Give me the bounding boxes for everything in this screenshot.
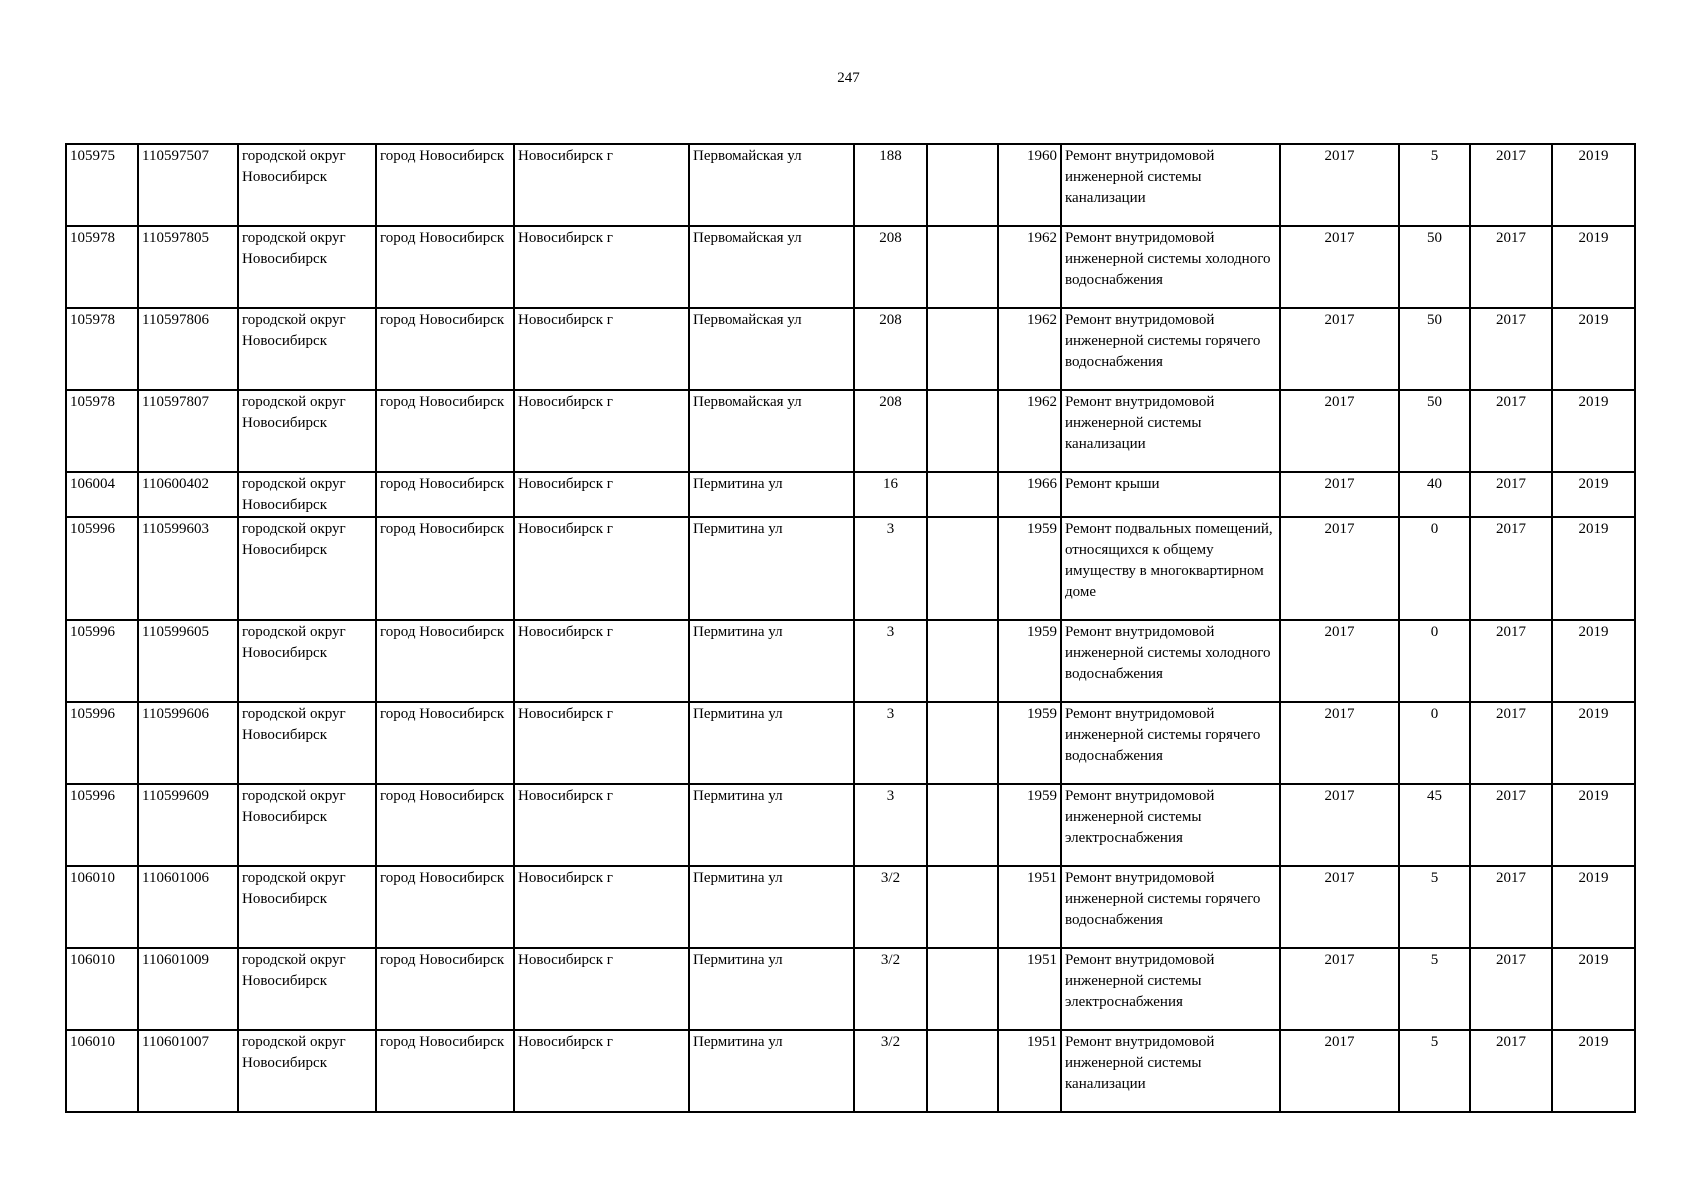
building-cell [927, 784, 998, 866]
work-code-cell: 110597507 [138, 144, 238, 226]
work-code-cell: 110597806 [138, 308, 238, 390]
plan-year-cell: 2017 [1280, 472, 1399, 517]
end-year-cell: 2019 [1552, 390, 1635, 472]
work-code-cell: 110599603 [138, 517, 238, 620]
district-cell: городской округ Новосибирск [238, 866, 376, 948]
work-code-cell: 110599609 [138, 784, 238, 866]
wear-percent-cell: 5 [1399, 948, 1470, 1030]
house-number-cell: 208 [854, 390, 927, 472]
house-number-cell: 3/2 [854, 866, 927, 948]
work-type-cell: Ремонт крыши [1061, 472, 1280, 517]
end-year-cell: 2019 [1552, 226, 1635, 308]
street-cell: Пермитина ул [689, 702, 854, 784]
street-cell: Пермитина ул [689, 1030, 854, 1112]
table-row [66, 620, 1635, 702]
district-cell: городской округ Новосибирск [238, 390, 376, 472]
construction-year-cell: 1962 [998, 308, 1061, 390]
work-type-cell: Ремонт внутридомовой инженерной системы канализации [1061, 144, 1280, 226]
house-number-cell: 3/2 [854, 948, 927, 1030]
settlement-cell: город Новосибирск [376, 308, 514, 390]
work-type-cell: Ремонт внутридомовой инженерной системы горячего водоснабжения [1061, 308, 1280, 390]
settlement-cell: город Новосибирск [376, 144, 514, 226]
building-cell [927, 948, 998, 1030]
table-row [66, 784, 1635, 866]
construction-year-cell: 1960 [998, 144, 1061, 226]
house-id-cell: 106010 [66, 948, 138, 1030]
work-code-cell: 110597807 [138, 390, 238, 472]
work-code-cell: 110600402 [138, 472, 238, 517]
page-number: 247 [837, 70, 860, 86]
district-cell: городской округ Новосибирск [238, 308, 376, 390]
street-cell: Пермитина ул [689, 517, 854, 620]
street-cell: Пермитина ул [689, 948, 854, 1030]
city-cell: Новосибирск г [514, 144, 689, 226]
building-cell [927, 1030, 998, 1112]
settlement-cell: город Новосибирск [376, 472, 514, 517]
district-cell: городской округ Новосибирск [238, 702, 376, 784]
house-number-cell: 3 [854, 784, 927, 866]
wear-percent-cell: 0 [1399, 517, 1470, 620]
wear-percent-cell: 0 [1399, 620, 1470, 702]
street-cell: Первомайская ул [689, 144, 854, 226]
city-cell: Новосибирск г [514, 226, 689, 308]
construction-year-cell: 1951 [998, 948, 1061, 1030]
end-year-cell: 2019 [1552, 784, 1635, 866]
end-year-cell: 2019 [1552, 308, 1635, 390]
wear-percent-cell: 5 [1399, 866, 1470, 948]
building-cell [927, 226, 998, 308]
work-type-cell: Ремонт внутридомовой инженерной системы холодного водоснабжения [1061, 620, 1280, 702]
district-cell: городской округ Новосибирск [238, 472, 376, 517]
plan-year-cell: 2017 [1280, 620, 1399, 702]
city-cell: Новосибирск г [514, 948, 689, 1030]
construction-year-cell: 1962 [998, 390, 1061, 472]
street-cell: Пермитина ул [689, 784, 854, 866]
house-id-cell: 106010 [66, 1030, 138, 1112]
work-type-cell: Ремонт внутридомовой инженерной системы горячего водоснабжения [1061, 866, 1280, 948]
house-id-cell: 106004 [66, 472, 138, 517]
building-cell [927, 517, 998, 620]
work-code-cell: 110597805 [138, 226, 238, 308]
construction-year-cell: 1959 [998, 620, 1061, 702]
city-cell: Новосибирск г [514, 517, 689, 620]
work-code-cell: 110601006 [138, 866, 238, 948]
start-year-cell: 2017 [1470, 620, 1552, 702]
building-cell [927, 308, 998, 390]
district-cell: городской округ Новосибирск [238, 226, 376, 308]
city-cell: Новосибирск г [514, 702, 689, 784]
settlement-cell: город Новосибирск [376, 948, 514, 1030]
start-year-cell: 2017 [1470, 866, 1552, 948]
wear-percent-cell: 45 [1399, 784, 1470, 866]
settlement-cell: город Новосибирск [376, 702, 514, 784]
repair-registry-table [65, 143, 1636, 1113]
district-cell: городской округ Новосибирск [238, 144, 376, 226]
street-cell: Первомайская ул [689, 308, 854, 390]
work-type-cell: Ремонт внутридомовой инженерной системы электроснабжения [1061, 948, 1280, 1030]
construction-year-cell: 1959 [998, 784, 1061, 866]
city-cell: Новосибирск г [514, 784, 689, 866]
construction-year-cell: 1959 [998, 517, 1061, 620]
district-cell: городской округ Новосибирск [238, 948, 376, 1030]
start-year-cell: 2017 [1470, 702, 1552, 784]
house-id-cell: 105978 [66, 390, 138, 472]
end-year-cell: 2019 [1552, 866, 1635, 948]
start-year-cell: 2017 [1470, 308, 1552, 390]
start-year-cell: 2017 [1470, 784, 1552, 866]
house-number-cell: 3/2 [854, 1030, 927, 1112]
construction-year-cell: 1951 [998, 866, 1061, 948]
city-cell: Новосибирск г [514, 472, 689, 517]
building-cell [927, 472, 998, 517]
house-number-cell: 16 [854, 472, 927, 517]
house-id-cell: 105996 [66, 620, 138, 702]
settlement-cell: город Новосибирск [376, 1030, 514, 1112]
plan-year-cell: 2017 [1280, 517, 1399, 620]
table-row [66, 1030, 1635, 1112]
end-year-cell: 2019 [1552, 517, 1635, 620]
plan-year-cell: 2017 [1280, 390, 1399, 472]
start-year-cell: 2017 [1470, 472, 1552, 517]
wear-percent-cell: 5 [1399, 1030, 1470, 1112]
construction-year-cell: 1951 [998, 1030, 1061, 1112]
street-cell: Пермитина ул [689, 620, 854, 702]
district-cell: городской округ Новосибирск [238, 620, 376, 702]
table-row [66, 948, 1635, 1030]
table-row [66, 226, 1635, 308]
house-number-cell: 3 [854, 702, 927, 784]
work-type-cell: Ремонт внутридомовой инженерной системы электроснабжения [1061, 784, 1280, 866]
house-id-cell: 105975 [66, 144, 138, 226]
plan-year-cell: 2017 [1280, 702, 1399, 784]
plan-year-cell: 2017 [1280, 226, 1399, 308]
house-id-cell: 105978 [66, 308, 138, 390]
street-cell: Пермитина ул [689, 866, 854, 948]
house-id-cell: 105978 [66, 226, 138, 308]
plan-year-cell: 2017 [1280, 948, 1399, 1030]
table-row [66, 517, 1635, 620]
work-code-cell: 110601007 [138, 1030, 238, 1112]
building-cell [927, 866, 998, 948]
city-cell: Новосибирск г [514, 620, 689, 702]
end-year-cell: 2019 [1552, 144, 1635, 226]
building-cell [927, 144, 998, 226]
construction-year-cell: 1966 [998, 472, 1061, 517]
house-number-cell: 188 [854, 144, 927, 226]
house-id-cell: 105996 [66, 517, 138, 620]
settlement-cell: город Новосибирск [376, 620, 514, 702]
start-year-cell: 2017 [1470, 390, 1552, 472]
end-year-cell: 2019 [1552, 702, 1635, 784]
wear-percent-cell: 40 [1399, 472, 1470, 517]
street-cell: Пермитина ул [689, 472, 854, 517]
plan-year-cell: 2017 [1280, 308, 1399, 390]
settlement-cell: город Новосибирск [376, 866, 514, 948]
plan-year-cell: 2017 [1280, 1030, 1399, 1112]
wear-percent-cell: 50 [1399, 390, 1470, 472]
end-year-cell: 2019 [1552, 620, 1635, 702]
building-cell [927, 390, 998, 472]
construction-year-cell: 1962 [998, 226, 1061, 308]
house-id-cell: 105996 [66, 702, 138, 784]
work-type-cell: Ремонт внутридомовой инженерной системы холодного водоснабжения [1061, 226, 1280, 308]
city-cell: Новосибирск г [514, 1030, 689, 1112]
start-year-cell: 2017 [1470, 517, 1552, 620]
table-row [66, 308, 1635, 390]
start-year-cell: 2017 [1470, 144, 1552, 226]
work-type-cell: Ремонт внутридомовой инженерной системы канализации [1061, 1030, 1280, 1112]
building-cell [927, 702, 998, 784]
plan-year-cell: 2017 [1280, 866, 1399, 948]
table-row [66, 702, 1635, 784]
city-cell: Новосибирск г [514, 866, 689, 948]
wear-percent-cell: 0 [1399, 702, 1470, 784]
wear-percent-cell: 50 [1399, 308, 1470, 390]
table-row [66, 866, 1635, 948]
work-code-cell: 110601009 [138, 948, 238, 1030]
house-number-cell: 3 [854, 517, 927, 620]
end-year-cell: 2019 [1552, 472, 1635, 517]
start-year-cell: 2017 [1470, 1030, 1552, 1112]
table-row [66, 390, 1635, 472]
start-year-cell: 2017 [1470, 948, 1552, 1030]
start-year-cell: 2017 [1470, 226, 1552, 308]
work-type-cell: Ремонт внутридомовой инженерной системы горячего водоснабжения [1061, 702, 1280, 784]
house-number-cell: 3 [854, 620, 927, 702]
district-cell: городской округ Новосибирск [238, 784, 376, 866]
wear-percent-cell: 50 [1399, 226, 1470, 308]
house-number-cell: 208 [854, 226, 927, 308]
building-cell [927, 620, 998, 702]
house-id-cell: 106010 [66, 866, 138, 948]
wear-percent-cell: 5 [1399, 144, 1470, 226]
plan-year-cell: 2017 [1280, 784, 1399, 866]
work-code-cell: 110599606 [138, 702, 238, 784]
work-code-cell: 110599605 [138, 620, 238, 702]
work-type-cell: Ремонт внутридомовой инженерной системы канализации [1061, 390, 1280, 472]
settlement-cell: город Новосибирск [376, 226, 514, 308]
district-cell: городской округ Новосибирск [238, 1030, 376, 1112]
house-id-cell: 105996 [66, 784, 138, 866]
settlement-cell: город Новосибирск [376, 784, 514, 866]
plan-year-cell: 2017 [1280, 144, 1399, 226]
table-body [66, 144, 1635, 1112]
street-cell: Первомайская ул [689, 390, 854, 472]
city-cell: Новосибирск г [514, 390, 689, 472]
end-year-cell: 2019 [1552, 1030, 1635, 1112]
settlement-cell: город Новосибирск [376, 390, 514, 472]
house-number-cell: 208 [854, 308, 927, 390]
district-cell: городской округ Новосибирск [238, 517, 376, 620]
end-year-cell: 2019 [1552, 948, 1635, 1030]
table-row [66, 472, 1635, 517]
street-cell: Первомайская ул [689, 226, 854, 308]
work-type-cell: Ремонт подвальных помещений, относящихся к общему имуществу в многоквартирном доме [1061, 517, 1280, 620]
city-cell: Новосибирск г [514, 308, 689, 390]
settlement-cell: город Новосибирск [376, 517, 514, 620]
table-row [66, 144, 1635, 226]
construction-year-cell: 1959 [998, 702, 1061, 784]
